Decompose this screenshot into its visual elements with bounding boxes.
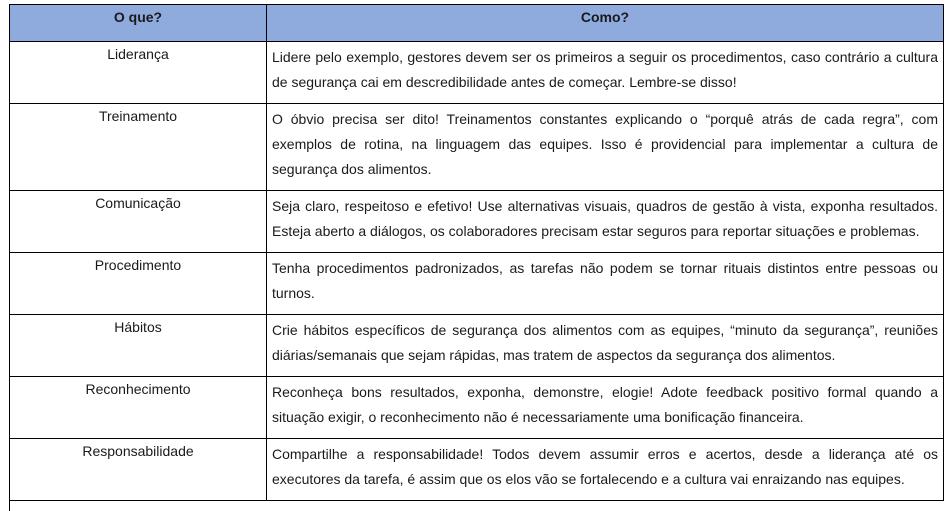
table-row (10, 377, 944, 439)
row-topic-reconhecimento (10, 377, 267, 439)
row-topic-procedimento (10, 253, 267, 315)
row-topic-lideranca (10, 42, 267, 104)
topic-label: Comunicação (95, 195, 181, 211)
header-how: Como? (267, 5, 944, 42)
row-guidance-comunicacao: Seja claro, respeitoso e efetivo! Use alternativas visuais, quadros de gestão à vista, exponha resultados. Esteja aberto a diálogos, os colaboradores precisam estar seguros para reportar situações e problemas. (267, 191, 944, 253)
topic-label: Hábitos (114, 319, 162, 335)
table-header (10, 5, 944, 42)
topic-label: Treinamento (98, 108, 178, 124)
row-guidance-lideranca: Lidere pelo exemplo, gestores devem ser os primeiros a seguir os procedimentos, caso contrário a cultura de segurança cai em descredibilidade antes de começar. Lembre-se disso! (267, 42, 944, 104)
header-row (10, 5, 944, 42)
table-body (10, 42, 944, 501)
page-margin-rule (9, 500, 10, 511)
row-topic-comunicacao (10, 191, 267, 253)
topic-label: Procedimento (94, 257, 182, 273)
safety-culture-table (9, 4, 944, 501)
topic-label: Liderança (107, 46, 169, 62)
table-row (10, 253, 944, 315)
table-row (10, 104, 944, 191)
table-row (10, 42, 944, 104)
table-row (10, 439, 944, 501)
row-topic-treinamento (10, 104, 267, 191)
topic-label: Reconhecimento (85, 381, 191, 397)
row-guidance-reconhecimento: Reconheça bons resultados, exponha, demonstre, elogie! Adote feedback positivo formal quando a situação exigir, o reconhecimento não é necessariamente uma bonificação financeira. (267, 377, 944, 439)
row-topic-habitos (10, 315, 267, 377)
table-row (10, 315, 944, 377)
row-guidance-treinamento: O óbvio precisa ser dito! Treinamentos constantes explicando o “porquê atrás de cada regra”, com exemplos de rotina, na linguagem das equipes. Isso é providencial para implementar a cultura de segurança dos alimentos. (267, 104, 944, 191)
row-guidance-habitos: Crie hábitos específicos de segurança dos alimentos com as equipes, “minuto da segurança”, reuniões diárias/semanais que sejam rápidas, mas tratem de aspectos da segurança dos alimentos. (267, 315, 944, 377)
row-guidance-responsabilidade: Compartilhe a responsabilidade! Todos devem assumir erros e acertos, desde a liderança até os executores da tarefa, é assim que os elos vão se fortalecendo e a cultura vai enraizando nas equipes. (267, 439, 944, 501)
row-topic-responsabilidade (10, 439, 267, 501)
header-what: O que? (10, 5, 267, 42)
row-guidance-procedimento: Tenha procedimentos padronizados, as tarefas não podem se tornar rituais distintos entre pessoas ou turnos. (267, 253, 944, 315)
table-row (10, 191, 944, 253)
topic-label: Responsabilidade (82, 443, 194, 459)
